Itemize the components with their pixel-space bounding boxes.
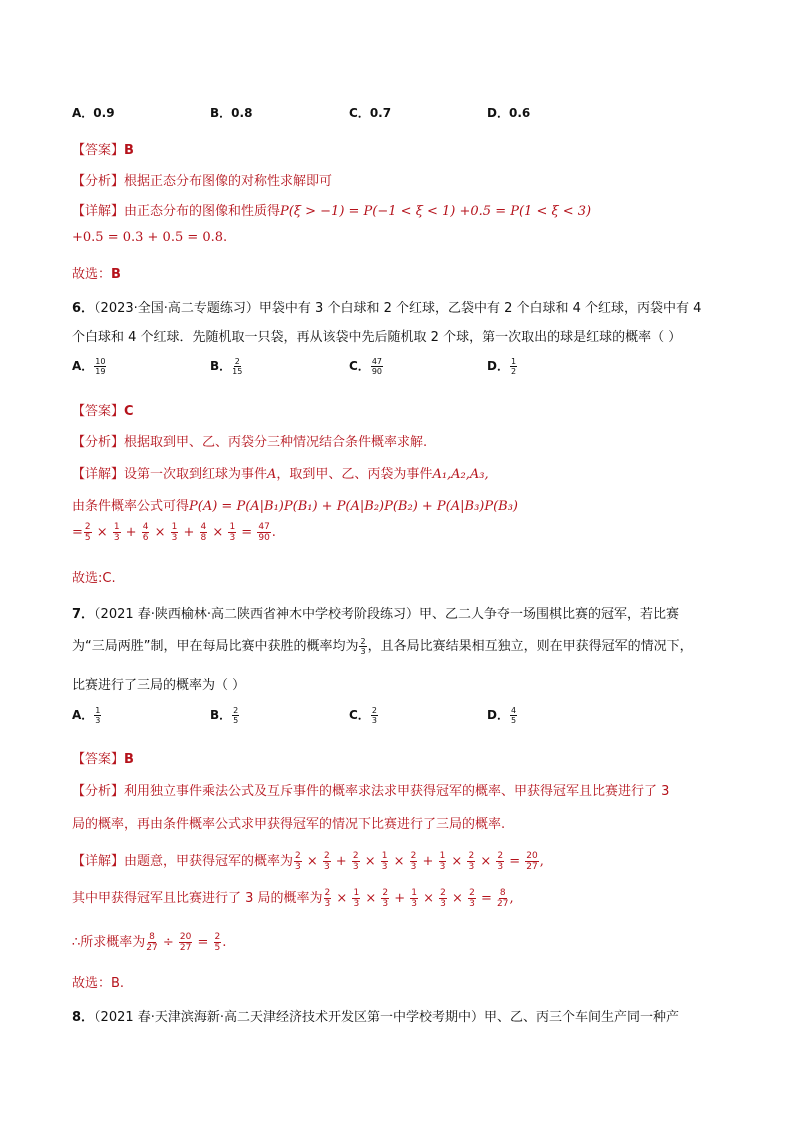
q6-conclusion: 故选:C. (72, 571, 116, 586)
q5-analysis: 【分析】根据正态分布图像的对称性求解即可 (72, 174, 333, 189)
q7-stem-line2: 为“三局两胜”制，甲在每局比赛中获胜的概率均为 $\frac{2}{3}$ ，且各局比赛结果相互独立，则在甲获得冠军的情况下， (72, 637, 693, 656)
q7-detail-line2: 其中甲获得冠军且比赛进行了 3 局的概率为 $\frac{2}{3}$ × $\frac{1}{3}$ × $\frac{2}{3}$ + $\frac{1}{3}$ × $\frac{2}{3}$ × $\frac{2}{3}$ = $\frac{8}{27}$ , (72, 888, 514, 909)
math-fraction: $\frac{4}{8}$ (200, 522, 207, 543)
math-fraction: $\frac{1}{3}$ (113, 522, 120, 543)
math-operator: = (505, 854, 525, 869)
q7-analysis-line1: 【分析】利用独立事件乘法公式及互斥事件的概率求法求甲获得冠军的概率、甲获得冠军且比赛进行了 3 (72, 784, 670, 799)
math-operator: + (179, 525, 199, 540)
q7-choice-c: C． $\frac{2}{3}$ (349, 706, 377, 725)
q6-stem-line1: 6．（2023·全国·高二专题练习）甲袋中有 3 个白球和 2 个红球，乙袋中有 2 个白球和 4 个红球，丙袋中有 4 (72, 301, 702, 316)
math-fraction: $\frac{2}{3}$ (352, 851, 359, 872)
math-operator: × (360, 854, 380, 869)
math-fraction: $\frac{20}{27}$ (526, 851, 538, 872)
q5-detail-line2: +0.5 = 0.3 + 0.5 = 0.8. (72, 230, 228, 245)
q6-detail: 【详解】设第一次取到红球为事件A，取到甲、乙、丙袋为事件A₁,A₂,A₃, (72, 467, 489, 482)
math-fraction: $\frac{1}{3}$ (171, 522, 178, 543)
q7-detail-line3: ∴所求概率为 $\frac{8}{27}$ ÷ $\frac{20}{27}$ = $\frac{2}{5}$ . (72, 932, 227, 953)
math-operator: × (389, 854, 409, 869)
math-operator: + (390, 891, 410, 906)
q6-choice-a: A． $\frac{10}{19}$ (72, 357, 106, 376)
math-fraction: $\frac{2}{3}$ (295, 851, 301, 872)
math-fraction: $\frac{2}{3}$ (497, 851, 504, 872)
math-operator: ÷ (158, 935, 178, 950)
math-fraction: $\frac{2}{3}$ (323, 851, 330, 872)
math-operator: × (92, 525, 112, 540)
q7-line3-terms (145, 932, 222, 953)
q7-stem-line1: 7．（2021 春·陕西榆林·高二陕西省神木中学校考阶段练习）甲、乙二人争夺一场围棋比赛的冠军，若比赛 (72, 607, 680, 622)
math-operator: = (237, 525, 257, 540)
q7-analysis-line2: 局的概率，再由条件概率公式求甲获得冠军的情况下比赛进行了三局的概率. (72, 817, 506, 832)
q6-stem-line2: 个白球和 4 个红球．先随机取一只袋，再从该袋中先后随机取 2 个球，第一次取出的球是红球的概率（ ） (72, 330, 682, 345)
math-operator: × (302, 854, 322, 869)
q5-conclusion: 故选：B (72, 267, 121, 282)
math-operator: + (331, 854, 351, 869)
math-operator: + (121, 525, 141, 540)
math-fraction: $\frac{8}{27}$ (146, 932, 158, 953)
q6-choice-b: B． $\frac{2}{15}$ (210, 357, 243, 376)
math-operator: + (418, 854, 438, 869)
q8-stem-line1: 8．（2021 春·天津滨海新·高二天津经济技术开发区第一中学校考期中）甲、乙、丙三个车间生产同一种产 (72, 1010, 680, 1025)
math-fraction: $\frac{4}{6}$ (142, 522, 149, 543)
math-fraction: $\frac{1}{3}$ (353, 888, 360, 909)
q6-answer: 【答案】C (72, 404, 134, 419)
q6-formula: 由条件概率公式可得P(A) = P(A|B₁)P(B₁) + P(A|B₂)P(B₂) + P(A|B₃)P(B₃) (72, 499, 519, 514)
math-fraction: $\frac{2}{3}$ (440, 888, 446, 909)
math-fraction: $\frac{1}{3}$ (381, 851, 388, 872)
q7-choice-b: B． $\frac{2}{5}$ (210, 706, 239, 725)
math-fraction: $\frac{2}{5}$ (214, 932, 221, 953)
math-fraction: $\frac{1}{3}$ (439, 851, 446, 872)
q5-answer: 【答案】B (72, 143, 134, 158)
math-fraction: $\frac{2}{3}$ (324, 888, 331, 909)
q5-choice-c: C．0.7 (349, 106, 392, 120)
math-operator: × (332, 891, 352, 906)
q6-calc-terms (83, 522, 272, 543)
q7-line2-terms (323, 888, 510, 909)
math-fraction: $\frac{1}{3}$ (229, 522, 236, 543)
math-operator: × (419, 891, 439, 906)
q7-answer: 【答案】B (72, 752, 134, 767)
math-operator: = (193, 935, 213, 950)
q6-choice-d: D． $\frac{1}{2}$ (487, 357, 517, 376)
math-fraction: $\frac{8}{27}$ (496, 888, 509, 909)
q6-analysis: 【分析】根据取到甲、乙、丙袋分三种情况结合条件概率求解. (72, 435, 428, 450)
math-fraction: $\frac{1}{3}$ (411, 888, 417, 909)
math-fraction: $\frac{2}{3}$ (382, 888, 389, 909)
math-operator: × (208, 525, 228, 540)
q5-choice-d: D．0.6 (487, 106, 531, 120)
math-operator: × (447, 891, 468, 906)
math-operator: = (476, 891, 496, 906)
math-fraction: $\frac{2}{5}$ (84, 522, 91, 543)
math-fraction: $\frac{47}{90}$ (258, 522, 270, 543)
math-operator: × (476, 854, 496, 869)
math-operator: × (447, 854, 467, 869)
q7-conclusion: 故选：B. (72, 976, 125, 991)
q5-choice-a: A．0.9 (72, 106, 115, 120)
q6-choice-c: C． $\frac{47}{90}$ (349, 357, 382, 376)
q6-calculation: = $\frac{2}{5}$ × $\frac{1}{3}$ + $\frac{4}{6}$ × $\frac{1}{3}$ + $\frac{4}{8}$ × $\frac{1}{3}$ = $\frac{47}{90}$ . (72, 522, 276, 543)
q5-detail: 【详解】由正态分布的图像和性质得P(ξ > −1) = P(−1 < ξ < 1) +0.5 = P(1 < ξ < 3) (72, 204, 592, 219)
math-fraction: $\frac{2}{3}$ (410, 851, 417, 872)
math-fraction: $\frac{2}{3}$ (468, 851, 475, 872)
math-fraction: $\frac{20}{27}$ (179, 932, 192, 953)
math-fraction: $\frac{2}{3}$ (469, 888, 475, 909)
q7-stem-line3: 比赛进行了三局的概率为（ ） (72, 678, 246, 693)
q7-choice-a: A． $\frac{1}{3}$ (72, 706, 101, 725)
q7-detail: 【详解】由题意，甲获得冠军的概率为 $\frac{2}{3}$ × $\frac{2}{3}$ + $\frac{2}{3}$ × $\frac{1}{3}$ × $\frac{2}{3}$ + $\frac{1}{3}$ × $\frac{2}{3}$ × $\frac{2}{3}$ = $\frac{20}{27}$ , (72, 851, 544, 872)
q5-choice-b: B．0.8 (210, 106, 253, 120)
math-operator: × (150, 525, 170, 540)
q7-choice-d: D． $\frac{4}{5}$ (487, 706, 517, 725)
math-operator: × (361, 891, 381, 906)
